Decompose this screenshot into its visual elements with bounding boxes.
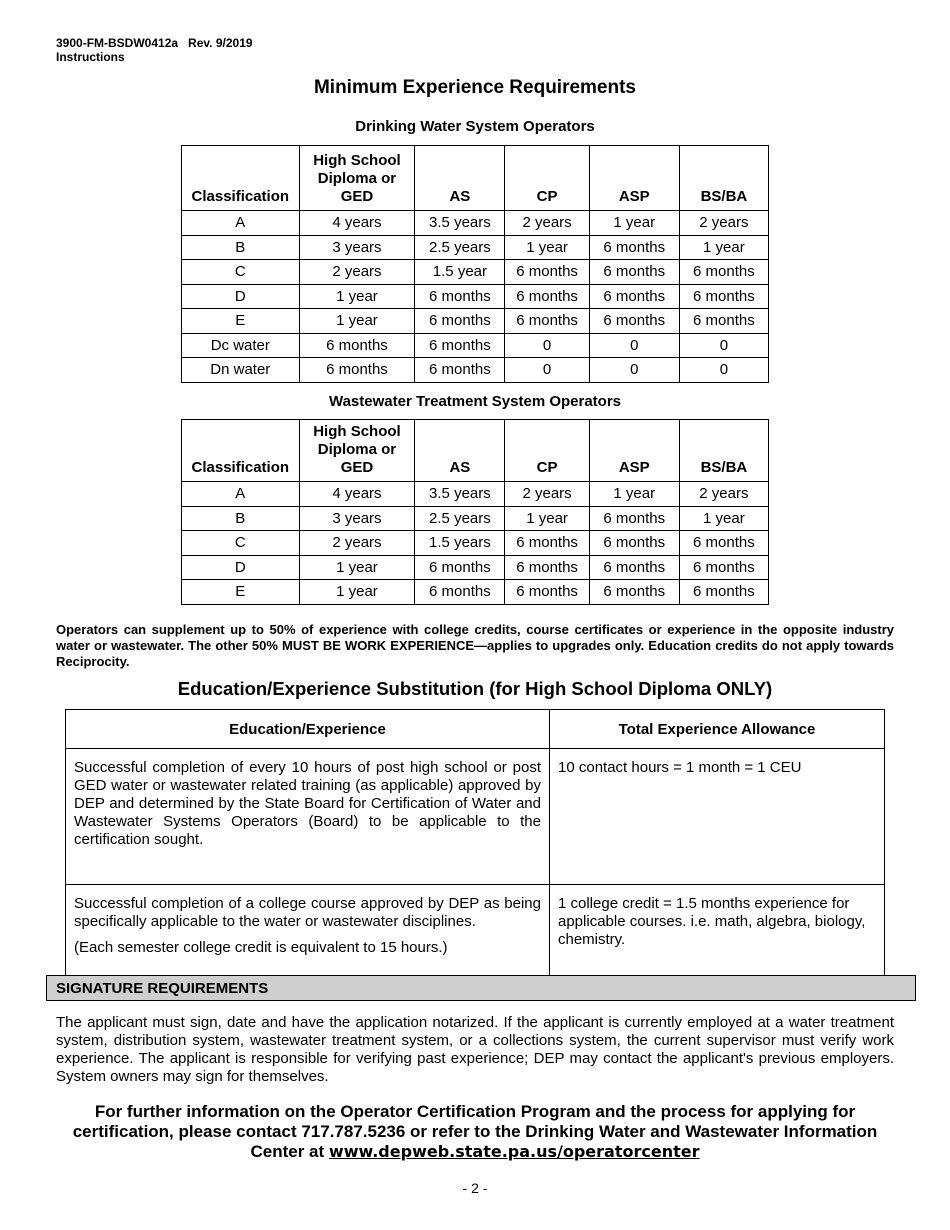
table-header: AS	[415, 146, 505, 211]
table-cell: 2 years	[299, 531, 415, 556]
table-row	[182, 555, 769, 580]
form-revision: Rev. 9/2019	[188, 36, 253, 50]
table-cell: 1 year	[505, 235, 589, 260]
table-cell: 6 months	[679, 580, 768, 605]
table-row	[182, 580, 769, 605]
table-cell: D	[182, 284, 300, 309]
table-cell: 6 months	[679, 260, 768, 285]
table-cell: E	[182, 309, 300, 334]
table-cell: 2 years	[679, 211, 768, 236]
table-cell: 1 year	[679, 235, 768, 260]
experience-note: Operators can supplement up to 50% of experience with college credits, course certificates or experience in the opposite industry water or wastewater. The other 50% MUST BE WORK EXPERIENCE—applies to upgrades only. Education credits do not apply towards Reciprocity.	[56, 622, 894, 669]
table-row	[182, 506, 769, 531]
table-cell: 3.5 years	[415, 482, 505, 507]
table-cell: 4 years	[299, 211, 415, 236]
table-cell: 2.5 years	[415, 506, 505, 531]
table-cell: 4 years	[299, 482, 415, 507]
drinking-water-title: Drinking Water System Operators	[355, 118, 595, 135]
page-title: Minimum Experience Requirements	[313, 77, 637, 98]
drinking-water-table	[181, 145, 769, 383]
table-header: CP	[505, 146, 589, 211]
table-cell: 6 months	[589, 555, 679, 580]
table-row	[182, 333, 769, 358]
table-cell: 1 year	[299, 555, 415, 580]
form-header	[56, 36, 253, 64]
table-cell: 6 months	[505, 309, 589, 334]
table-cell: 6 months	[589, 531, 679, 556]
table-header: Total Experience Allowance	[550, 710, 885, 749]
footer-info-text: For further information on the Operator Certification Program and the process for applying for certification, please contact 717.787.5236 or refer to the Drinking Water and Wastewater Information Center at	[72, 1102, 878, 1161]
table-cell: 6 months	[415, 284, 505, 309]
table-cell: 0	[505, 358, 589, 383]
substitution-title: Education/Experience Substitution (for High School Diploma ONLY)	[177, 678, 773, 699]
table-cell: C	[182, 260, 300, 285]
table-row	[182, 284, 769, 309]
table-cell: 0	[589, 333, 679, 358]
table-cell: 6 months	[505, 555, 589, 580]
table-cell: 1 year	[589, 482, 679, 507]
table-cell: 0	[589, 358, 679, 383]
table-cell: 6 months	[505, 580, 589, 605]
table-cell: 1 college credit = 1.5 months experience for applicable courses. i.e. math, algebra, biology, chemistry.	[550, 885, 885, 985]
table-cell: 6 months	[415, 358, 505, 383]
table-cell: 6 months	[299, 358, 415, 383]
table-header: BS/BA	[679, 146, 768, 211]
table-cell: 0	[505, 333, 589, 358]
table-cell: 6 months	[679, 555, 768, 580]
table-cell: 1 year	[299, 284, 415, 309]
table-header: High School Diploma or GED	[299, 420, 415, 482]
wastewater-table	[181, 419, 769, 605]
table-cell: 1 year	[589, 211, 679, 236]
footer-info	[60, 1102, 890, 1162]
table-cell: 6 months	[415, 333, 505, 358]
table-cell: 6 months	[505, 284, 589, 309]
table-cell: 6 months	[415, 555, 505, 580]
page-number: - 2 -	[462, 1180, 488, 1196]
table-header: BS/BA	[679, 420, 768, 482]
table-cell: 6 months	[505, 531, 589, 556]
table-cell: 1 year	[299, 309, 415, 334]
table-cell: D	[182, 555, 300, 580]
table-cell: 6 months	[505, 260, 589, 285]
table-cell: 6 months	[679, 284, 768, 309]
table-cell: 6 months	[589, 580, 679, 605]
table-row	[66, 749, 885, 885]
table-cell: 6 months	[589, 309, 679, 334]
table-cell: 6 months	[589, 235, 679, 260]
table-header: Education/Experience	[66, 710, 550, 749]
form-id: 3900-FM-BSDW0412a	[56, 36, 179, 50]
cell-text: Successful completion of a college course approved by DEP as being specifically applicable to the water or wastewater disciplines.	[74, 895, 541, 930]
table-cell: 0	[679, 333, 768, 358]
table-header: ASP	[589, 420, 679, 482]
table-cell: 6 months	[415, 580, 505, 605]
table-row	[66, 885, 885, 985]
signature-heading: SIGNATURE REQUIREMENTS	[46, 975, 916, 1001]
table-cell: 2.5 years	[415, 235, 505, 260]
table-cell: 3 years	[299, 506, 415, 531]
table-cell: 1.5 year	[415, 260, 505, 285]
table-cell: 2 years	[679, 482, 768, 507]
table-cell: 2 years	[505, 211, 589, 236]
table-cell: B	[182, 506, 300, 531]
table-cell: 1.5 years	[415, 531, 505, 556]
form-label: Instructions	[56, 50, 125, 64]
table-cell: 0	[679, 358, 768, 383]
table-cell: 2 years	[299, 260, 415, 285]
table-cell: 1 year	[679, 506, 768, 531]
signature-text: The applicant must sign, date and have the application notarized. If the applicant is currently employed at a water treatment system, distribution system, wastewater treatment system, or a collections system, the current supervisor must verify work experience. The applicant is responsible for verifying past experience; DEP may contact the applicant's previous employers. System owners may sign for themselves.	[56, 1014, 894, 1085]
table-row	[182, 531, 769, 556]
table-header: ASP	[589, 146, 679, 211]
table-header: AS	[415, 420, 505, 482]
table-cell: 3 years	[299, 235, 415, 260]
table-header: High School Diploma or GED	[299, 146, 415, 211]
table-cell: 6 months	[415, 309, 505, 334]
table-header: Classification	[182, 420, 300, 482]
table-cell: 6 months	[589, 284, 679, 309]
table-cell: C	[182, 531, 300, 556]
table-cell: B	[182, 235, 300, 260]
table-cell: 1 year	[299, 580, 415, 605]
table-row	[182, 482, 769, 507]
table-row	[182, 358, 769, 383]
table-cell: 6 months	[679, 309, 768, 334]
table-row	[182, 309, 769, 334]
table-cell: A	[182, 482, 300, 507]
table-cell: E	[182, 580, 300, 605]
cell-note: (Each semester college credit is equivalent to 15 hours.)	[74, 939, 448, 956]
table-row	[182, 211, 769, 236]
table-cell: Successful completion of every 10 hours of post high school or post GED water or wastewater related training (as applicable) approved by DEP and determined by the State Board for Certification of Water and Wastewater Systems Operators (Board) to be applicable to the certification sought.	[66, 749, 550, 885]
table-header: CP	[505, 420, 589, 482]
table-row	[182, 260, 769, 285]
table-cell: 6 months	[679, 531, 768, 556]
table-cell: 3.5 years	[415, 211, 505, 236]
table-cell: Dn water	[182, 358, 300, 383]
table-cell: Dc water	[182, 333, 300, 358]
table-header: Classification	[182, 146, 300, 211]
table-cell: 10 contact hours = 1 month = 1 CEU	[550, 749, 885, 885]
table-cell: 6 months	[589, 506, 679, 531]
table-cell: 1 year	[505, 506, 589, 531]
table-cell: A	[182, 211, 300, 236]
substitution-table	[65, 709, 885, 985]
table-cell	[66, 885, 550, 985]
operator-center-link[interactable]: www.depweb.state.pa.us/operatorcenter	[328, 1142, 700, 1161]
wastewater-title: Wastewater Treatment System Operators	[328, 393, 622, 410]
table-row	[182, 235, 769, 260]
table-cell: 6 months	[589, 260, 679, 285]
table-cell: 2 years	[505, 482, 589, 507]
table-cell: 6 months	[299, 333, 415, 358]
